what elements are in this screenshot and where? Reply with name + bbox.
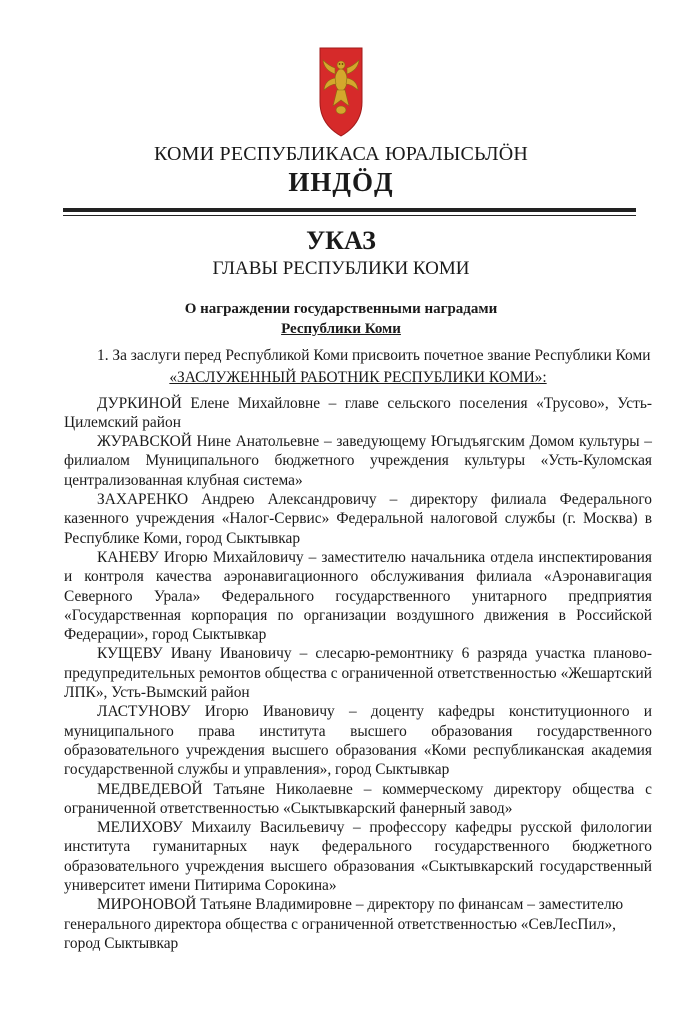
coat-of-arms-icon (316, 40, 366, 140)
award-title (64, 368, 652, 387)
clause-1: 1. За заслуги перед Республикой Коми присвоить почетное звание Республики Коми (97, 347, 651, 364)
header-rule-thin (63, 215, 636, 216)
recipient-entry: КУЩЕВУ Ивану Ивановичу – слесарю-ремонтнику 6 разряда участка планово-предупредительных ремонтов общества с ограниченной ответственностью «Жешартский ЛПК», Усть-Вымский район (64, 645, 652, 702)
recipient-entry: МИРОНОВОЙ Татьяне Владимировне – директору по финансам – заместителю генерального директора общества с ограниченной ответственностью «СевЛесПил», город Сыктывкар (64, 896, 624, 952)
recipient-entry: ЛАСТУНОВУ Игорю Ивановичу – доценту кафедры конституционного и муниципального права института высшего образования государственного образовательного учреждения высшего образования «Коми республиканская академия государственной службы и управления», город Сыктывкар (64, 703, 652, 779)
subject-line-2: Республики Коми (281, 321, 401, 337)
recipient-entry: ЖУРАВСКОЙ Нине Анатольевне – заведующему Югыдъягским Домом культуры – филиалом Муниципального бюджетного учреждения культуры «Усть-Куломская централизованная клубная система» (64, 433, 652, 489)
recipient-entry: МЕДВЕДЕВОЙ Татьяне Николаевне – коммерческому директору общества с ограниченной ответственностью «Сыктывкарский фанерный завод» (64, 780, 652, 817)
recipient-entry: ДУРКИНОЙ Елене Михайловне – главе сельского поселения «Трусово», Усть-Цилемский район (64, 394, 652, 431)
recipient-entry: ЗАХАРЕНКО Андрею Александровичу – директору филиала Федерального казенного учреждения «Налог-Сервис» Федеральной налоговой службы (г. Москва) в Республике Коми, город Сыктывкар (64, 491, 652, 547)
recipient-entry: КАНЕВУ Игорю Михайловичу – заместителю начальника отдела инспектирования и контроля качества аэронавигационного обслуживания филиала «Аэронавигация Северного Урала» Федерального государственного унитарного предприятия «Государственная корпорация по организации воздушного движения в Российской Федерации», город Сыктывкар (64, 548, 652, 644)
document-body (64, 346, 652, 953)
award-title-text: «ЗАСЛУЖЕННЫЙ РАБОТНИК РЕСПУБЛИКИ КОМИ»: (169, 369, 547, 387)
document-type: УКАЗ (306, 226, 376, 255)
recipient-entry: МЕЛИХОВУ Михаилу Васильевичу – профессору кафедры русской филологии института гуманитарных наук федерального государственного бюджетного образовательного учреждения высшего образования «Сыктывкарский государственный университет имени Питирима Сорокина» (64, 819, 652, 895)
header-line-komi: КОМИ РЕСПУБЛИКАСА ЮРАЛЫСЬЛÖН (153, 143, 528, 165)
document-subject (0, 299, 682, 339)
subject-line-1: О награждении государственными наградами (184, 301, 498, 317)
header-line-indod: ИНДÖД (288, 167, 394, 197)
header-rule-thick (63, 208, 636, 212)
document-issuer: ГЛАВЫ РЕСПУБЛИКИ КОМИ (212, 258, 470, 279)
